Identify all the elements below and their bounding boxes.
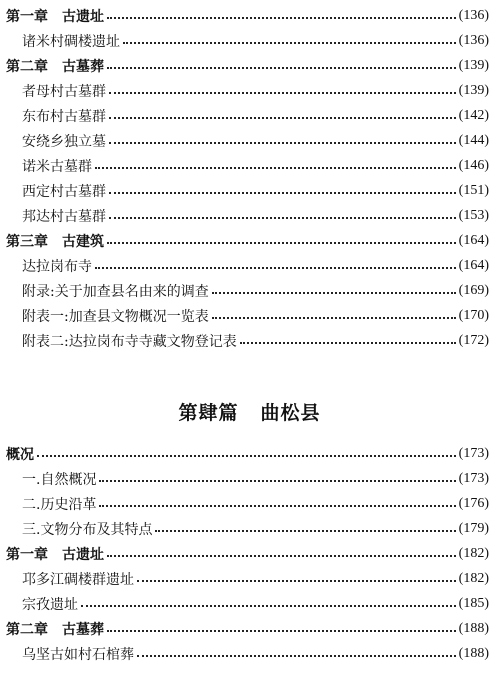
toc-entry [0, 328, 499, 353]
dot-leader [123, 42, 456, 44]
toc-entry-page: (188) [458, 620, 489, 636]
dot-leader [107, 17, 456, 19]
dot-leader [155, 530, 455, 532]
dot-leader [137, 580, 456, 582]
dot-leader [95, 167, 456, 169]
toc-entry-label: 第三章 古建筑 [6, 233, 104, 250]
toc-entry-label: 乌坚古如村石棺葬 [22, 646, 134, 663]
toc-entry-page: (179) [458, 520, 489, 536]
toc-entry-page: (169) [458, 282, 489, 298]
dot-leader [109, 92, 456, 94]
toc-entry [0, 303, 499, 328]
dot-leader [109, 117, 456, 119]
section-part-title: 第肆篇 [178, 402, 239, 424]
toc-entry-label: 安绕乡独立墓 [22, 133, 106, 150]
toc-entry-page: (182) [458, 570, 489, 586]
toc-entry-page: (139) [458, 57, 489, 73]
toc-entry-label: 一.自然概况 [22, 471, 97, 488]
toc-entry-label: 诺米古墓群 [22, 158, 92, 175]
toc-entry-page: (188) [458, 645, 489, 661]
toc-chapter-entry [0, 541, 499, 566]
toc-entry-page: (176) [458, 495, 489, 511]
toc-entry-page: (170) [458, 307, 489, 323]
dot-leader [107, 630, 456, 632]
toc-part-1 [0, 3, 499, 353]
toc-entry-page: (173) [458, 470, 489, 486]
toc-entry-label: 第二章 古墓葬 [6, 621, 104, 638]
toc-entry-label: 第一章 古遗址 [6, 546, 104, 563]
toc-entry-page: (142) [458, 107, 489, 123]
toc-entry [0, 591, 499, 616]
toc-entry-label: 三.文物分布及其特点 [22, 521, 153, 538]
toc-entry-label: 附录:关于加查县名由来的调查 [22, 283, 209, 300]
toc-entry [0, 516, 499, 541]
toc-entry-label: 概况 [6, 446, 34, 463]
dot-leader [109, 142, 456, 144]
toc-entry [0, 153, 499, 178]
toc-entry-label: 者母村古墓群 [22, 83, 106, 100]
toc-chapter-entry [0, 53, 499, 78]
toc-chapter-entry [0, 441, 499, 466]
toc-chapter-entry [0, 616, 499, 641]
toc-entry [0, 103, 499, 128]
toc-entry [0, 466, 499, 491]
toc-entry-page: (151) [458, 182, 489, 198]
dot-leader [109, 192, 456, 194]
toc-chapter-entry [0, 228, 499, 253]
dot-leader [99, 505, 455, 507]
toc-entry-page: (136) [458, 7, 489, 23]
toc-entry-label: 西定村古墓群 [22, 183, 106, 200]
toc-entry-page: (153) [458, 207, 489, 223]
toc-entry-label: 诸米村碉楼遗址 [22, 33, 120, 50]
toc-entry-label: 第二章 古墓葬 [6, 58, 104, 75]
toc-entry-label: 附表二:达拉岗布寺寺藏文物登记表 [22, 333, 237, 350]
toc-entry-page: (185) [458, 595, 489, 611]
dot-leader [99, 480, 455, 482]
toc-entry-label: 第一章 古遗址 [6, 8, 104, 25]
toc-entry [0, 78, 499, 103]
dot-leader [37, 455, 456, 457]
dot-leader [107, 242, 456, 244]
toc-entry-page: (139) [458, 82, 489, 98]
toc-entry-label: 东布村古墓群 [22, 108, 106, 125]
toc-entry-page: (173) [458, 445, 489, 461]
toc-entry [0, 178, 499, 203]
toc-entry-label: 宗孜遗址 [22, 596, 78, 613]
dot-leader [137, 655, 456, 657]
toc-entry-label: 达拉岗布寺 [22, 258, 92, 275]
dot-leader [240, 342, 456, 344]
dot-leader [212, 317, 456, 319]
toc-entry-page: (164) [458, 257, 489, 273]
toc-part-2 [0, 441, 499, 666]
toc-entry [0, 28, 499, 53]
toc-entry-page: (144) [458, 132, 489, 148]
toc-entry [0, 278, 499, 303]
toc-entry [0, 566, 499, 591]
toc-entry [0, 128, 499, 153]
toc-entry-label: 附表一:加查县文物概况一览表 [22, 308, 209, 325]
dot-leader [95, 267, 456, 269]
toc-entry-label: 邛多江碉楼群遗址 [22, 571, 134, 588]
section-county-title: 曲松县 [260, 402, 321, 424]
toc-entry-label: 邦达村古墓群 [22, 208, 106, 225]
toc-entry-page: (172) [458, 332, 489, 348]
dot-leader [109, 217, 456, 219]
toc-entry-page: (136) [458, 32, 489, 48]
toc-chapter-entry [0, 3, 499, 28]
toc-entry [0, 203, 499, 228]
toc-entry-page: (146) [458, 157, 489, 173]
toc-entry [0, 641, 499, 666]
dot-leader [107, 555, 456, 557]
toc-entry [0, 491, 499, 516]
toc-entry-page: (182) [458, 545, 489, 561]
dot-leader [107, 67, 456, 69]
toc-entry-label: 二.历史沿革 [22, 496, 97, 513]
toc-entry [0, 253, 499, 278]
dot-leader [81, 605, 456, 607]
dot-leader [212, 292, 456, 294]
toc-entry-page: (164) [458, 232, 489, 248]
section-heading [0, 398, 499, 425]
